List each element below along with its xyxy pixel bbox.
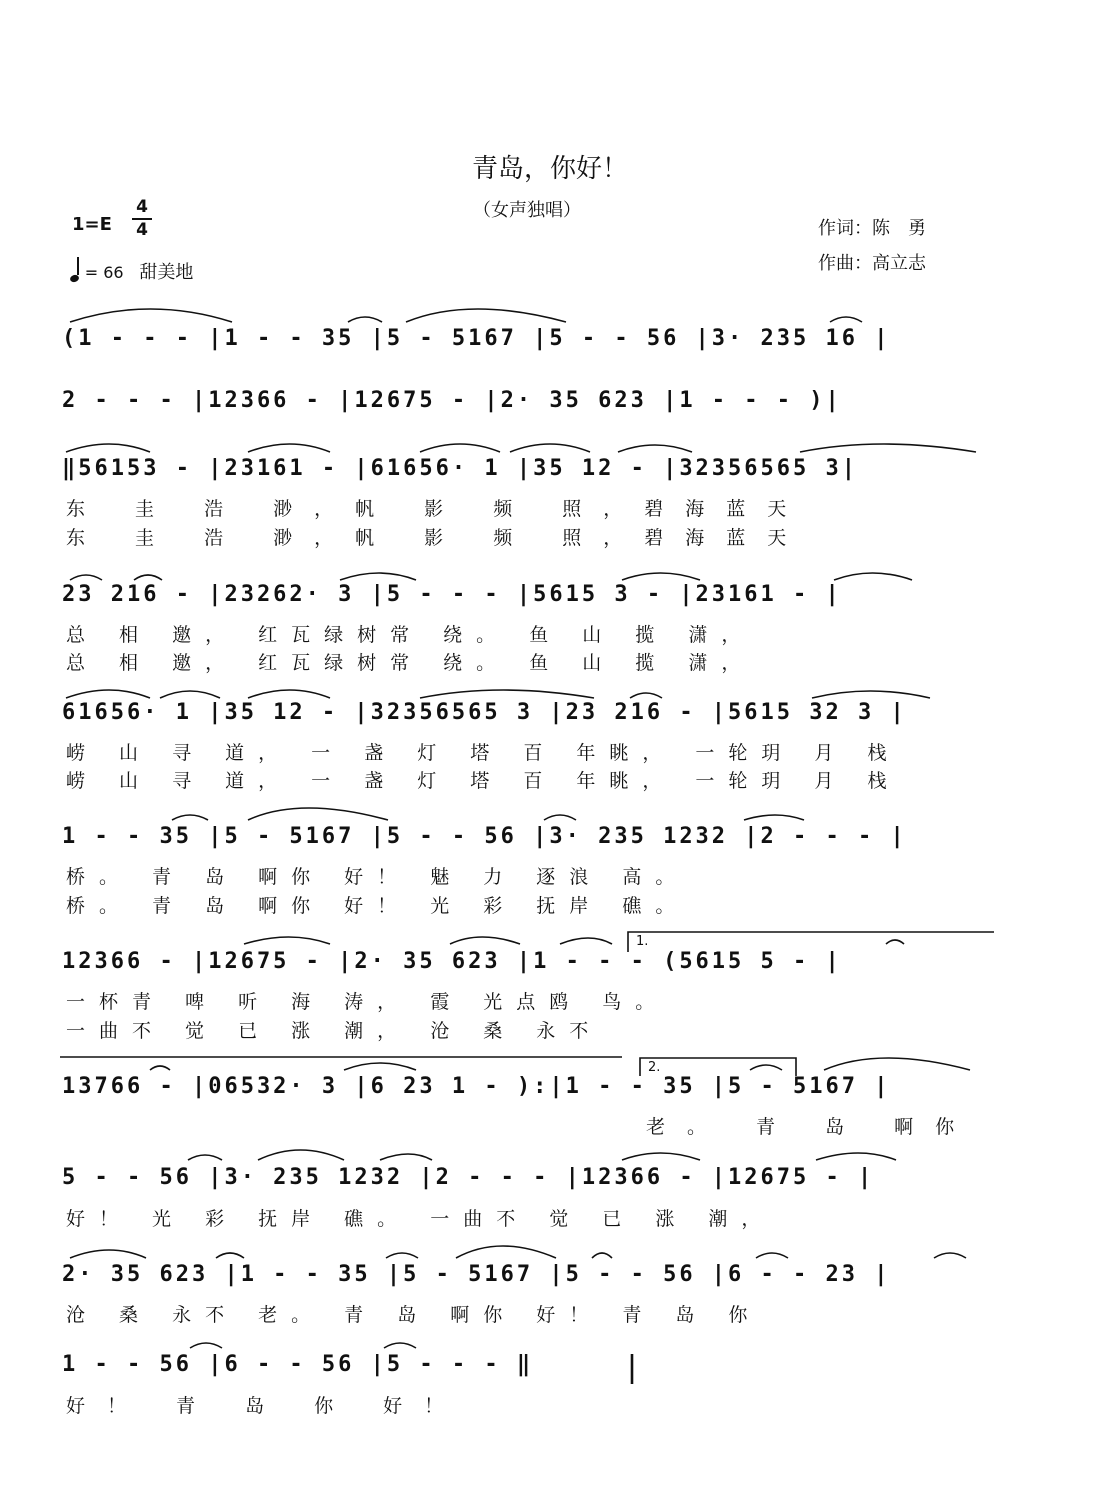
- lyric-row-4-verse-2: 总 相 邀， 红瓦绿树常 绕。 鱼 山 揽 潇，: [66, 652, 755, 674]
- slur: [420, 444, 500, 452]
- notation-row-4: 23 216 - |23262· 3 |5 - - - |5615 3 - |23161 - |: [62, 582, 842, 607]
- slur: [134, 575, 162, 580]
- slur: [160, 691, 220, 698]
- slur: [248, 690, 330, 698]
- slur: [66, 690, 150, 698]
- slur: [406, 309, 566, 322]
- slur: [150, 1066, 170, 1070]
- slur: [340, 573, 416, 580]
- slur: [592, 1253, 612, 1258]
- time-signature-top: 4: [136, 197, 148, 217]
- lyric-row-7-verse-1: 一杯青 啤 听 海 涛， 霞 光点鸥 鸟。: [66, 991, 669, 1013]
- slur: [824, 1058, 970, 1070]
- slur: [348, 317, 382, 322]
- tempo-value: = 66: [84, 263, 124, 282]
- slur: [386, 1253, 418, 1258]
- notation-row-1: (1 - - - |1 - - 35 |5 - 5167 |5 - - 56 |3· 235 16 |: [62, 326, 891, 351]
- notation-row-5: 61656· 1 |35 12 - |32356565 3 |23 216 - |5615 32 3 |: [62, 700, 907, 725]
- expression-mark: 甜美地: [139, 262, 194, 283]
- volta-1-bracket: [628, 932, 994, 952]
- slur: [248, 808, 388, 820]
- slur: [188, 1155, 222, 1160]
- slur: [66, 444, 150, 452]
- lyric-row-7-verse-2: 一曲不 觉 已 涨 潮， 沧 桑 永不: [66, 1020, 603, 1042]
- slur: [834, 573, 912, 580]
- notation-row-11: 1 - - 56 |6 - - 56 |5 - - - ‖: [62, 1352, 534, 1377]
- composer-credit: 作曲：高立志: [818, 253, 926, 274]
- lyric-row-6-verse-1: 桥。 青 岛 啊你 好！ 魅 力 逐浪 高。: [66, 866, 689, 888]
- key-signature: 1=E: [72, 214, 112, 235]
- slur: [384, 1343, 416, 1348]
- notation-row-3: ‖56153 - |23161 - |61656· 1 |35 12 - |32356565 3|: [62, 456, 859, 481]
- slur: [560, 938, 612, 944]
- song-title: 青岛，你好！: [471, 154, 628, 184]
- lyric-row-5-verse-1: 崂 山 寻 道， 一 盏 灯 塔 百 年眺， 一轮玥 月 栈: [66, 742, 901, 764]
- slur: [420, 690, 594, 698]
- lyric-row-6-verse-2: 桥。 青 岛 啊你 好！ 光 彩 抚岸 礁。: [66, 895, 689, 917]
- volta-1-label: 1.: [636, 934, 649, 949]
- slur: [344, 1063, 416, 1070]
- lyricist-credit: 作词：陈 勇: [818, 218, 926, 239]
- slur: [244, 937, 330, 944]
- slur: [816, 1153, 896, 1160]
- lyric-row-8-verse-1: 老。 青 岛 啊你: [646, 1116, 977, 1138]
- slur: [450, 937, 520, 944]
- slur: [630, 693, 662, 698]
- notation-row-7: 12366 - |12675 - |2· 35 623 |1 - - - (5615 5 - |: [62, 949, 842, 974]
- notation-row-9: 5 - - 56 |3· 235 1232 |2 - - - |12366 - |12675 - |: [62, 1165, 875, 1190]
- slur: [622, 573, 700, 580]
- slur: [886, 940, 904, 944]
- lyric-row-4-verse-1: 总 相 邀， 红瓦绿树常 绕。 鱼 山 揽 潇，: [66, 624, 755, 646]
- slur: [934, 1253, 966, 1258]
- lyric-row-3-verse-2: 东 圭 浩 渺，帆 影 频 照，碧海蓝天: [66, 527, 809, 549]
- notation-row-6: 1 - - 35 |5 - 5167 |5 - - 56 |3· 235 1232 |2 - - - |: [62, 824, 907, 849]
- slur: [756, 1253, 788, 1258]
- slur: [380, 1154, 432, 1160]
- slur: [70, 1250, 146, 1258]
- slur: [70, 575, 102, 580]
- lyric-row-5-verse-2: 崂 山 寻 道， 一 盏 灯 塔 百 年眺， 一轮玥 月 栈: [66, 770, 901, 792]
- slur: [190, 1343, 222, 1348]
- slur: [750, 1065, 782, 1070]
- slur: [216, 1253, 244, 1258]
- slur: [622, 1153, 700, 1160]
- notation-row-10: 2· 35 623 |1 - - 35 |5 - 5167 |5 - - 56 |6 - - 23 |: [62, 1262, 891, 1287]
- lyric-row-9-verse-1: 好！ 光 彩 抚岸 礁。 一曲不 觉 已 涨 潮，: [66, 1208, 775, 1230]
- slur: [70, 309, 232, 322]
- lyric-row-3-verse-1: 东 圭 浩 渺，帆 影 频 照，碧海蓝天: [66, 498, 809, 520]
- lyric-row-10-verse-1: 沧 桑 永不 老。 青 岛 啊你 好！ 青 岛 你: [66, 1304, 762, 1326]
- volta-2-bracket: [640, 1058, 796, 1076]
- notation-row-8: 13766 - |06532· 3 |6 23 1 - ):|1 - - 35 |5 - 5167 |: [62, 1074, 891, 1099]
- time-signature-bottom: 4: [136, 220, 148, 240]
- slur: [248, 444, 330, 452]
- slur: [800, 444, 976, 452]
- slur: [172, 815, 208, 820]
- slur: [618, 445, 692, 452]
- slur: [812, 691, 930, 698]
- song-subtitle: （女声独唱）: [473, 200, 581, 221]
- notation-row-2: 2 - - - |12366 - |12675 - |2· 35 623 |1 - - - )|: [62, 388, 842, 413]
- slur: [510, 444, 590, 452]
- slur: [456, 1246, 556, 1258]
- slur: [544, 815, 576, 820]
- slur: [830, 317, 862, 322]
- slur: [258, 1150, 344, 1160]
- slur: [744, 815, 804, 820]
- lyric-row-11-verse-1: 好！ 青 岛 你 好！: [66, 1395, 466, 1417]
- volta-2-label: 2.: [648, 1060, 661, 1075]
